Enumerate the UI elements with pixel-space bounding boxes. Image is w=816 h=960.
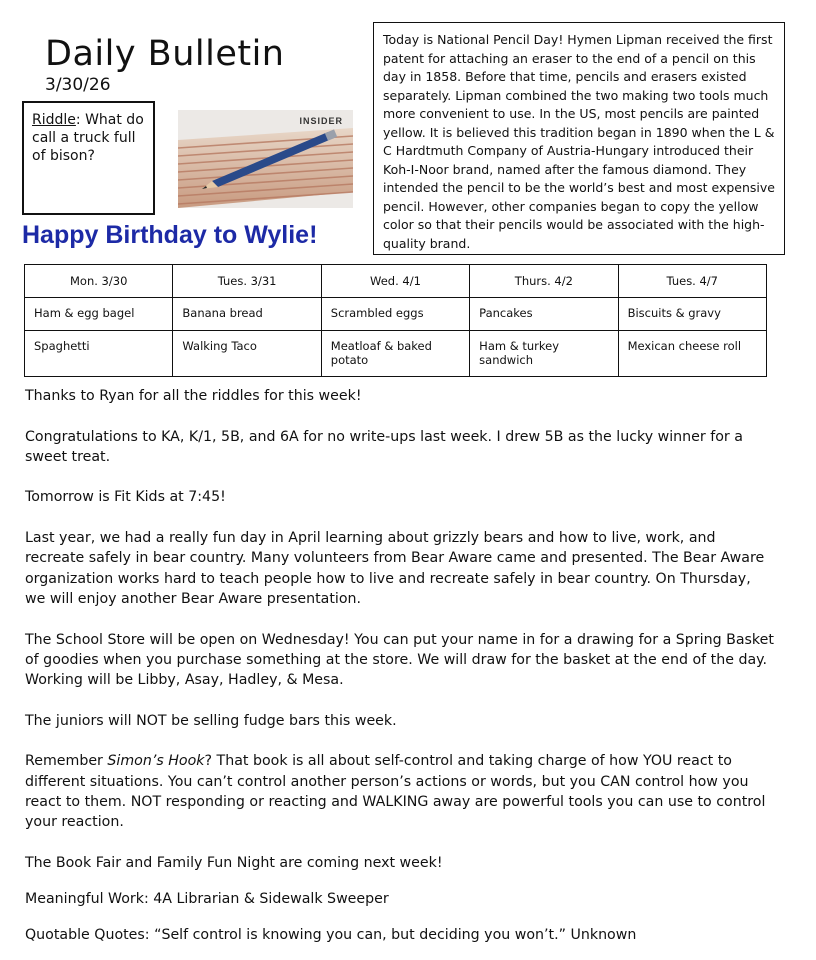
menu-cell: Meatloaf & baked potato [321,331,469,377]
announcement-fit-kids: Tomorrow is Fit Kids at 7:45! [25,489,226,506]
menu-cell: Mexican cheese roll [618,331,766,377]
menu-cell: Scrambled eggs [321,298,469,331]
riddle-box [22,101,155,215]
menu-day: Tues. 3/31 [173,265,321,298]
menu-cell: Spaghetti [25,331,173,377]
bulletin-date: 3/30/26 [45,75,111,95]
simon-intro: Remember [25,753,108,770]
menu-lunch-row [25,331,767,377]
riddle-text: : What do call a truck full of bison? [32,112,144,164]
menu-day: Thurs. 4/2 [470,265,618,298]
birthday-banner: Happy Birthday to Wylie! [22,221,318,249]
announcement-congrats: Congratulations to KA, K/1, 5B, and 6A for no write-ups last week. I drew 5B as the lucky winner for a sweet treat. [25,428,743,465]
simon-text: ? That book is all about self-control and taking charge of how YOU react to different situations. You can’t control another person’s actions or words, but you CAN control how you react to them. NOT responding or reacting and WALKING away are powerful tools you can use to control your reaction. [25,753,766,831]
menu-day: Mon. 3/30 [25,265,173,298]
announcement-simons-hook [25,751,775,832]
menu-breakfast-row [25,298,767,331]
menu-cell: Banana bread [173,298,321,331]
menu-cell: Walking Taco [173,331,321,377]
announcement-book-fair: The Book Fair and Family Fun Night are coming next week! [25,854,443,871]
menu-header-row [25,265,767,298]
photo-watermark: INSIDER [299,116,343,126]
announcement-bear-aware: Last year, we had a really fun day in April learning about grizzly bears and how to live, work, and recreate safely in bear country. Many volunteers from Bear Aware came and presented. The Bear Aware organization works hard to teach people how to live and recreate safely in bear country. On Thursday, we will enjoy another Bear Aware presentation. [25,530,765,607]
announcements [25,386,775,946]
pencil-day-feature: Today is National Pencil Day! Hymen Lipman received the first patent for attaching an eraser to the end of a pencil on this day in 1858. Before that time, pencils and erasers existed separately. Lipman combined the two making two tools much more convenient to use. In the US, most pencils are painted yellow. It is believed this tradition began in 1890 when the L & C Hardtmuth Company of Austria-Hungary introduced their Koh-I-Noor brand, named after the famous diamond. They intended the pencil to be the world’s best and most expensive pencil. However, other companies began to copy the yellow color so that their pencils would be associated with the high-quality brand. [373,22,785,255]
riddle-label: Riddle [32,112,76,128]
menu-cell: Pancakes [470,298,618,331]
pencil-photo [178,110,353,208]
announcement-fudge: The juniors will NOT be selling fudge bars this week. [25,712,397,729]
menu-cell: Biscuits & gravy [618,298,766,331]
menu-cell: Ham & egg bagel [25,298,173,331]
menu-day: Tues. 4/7 [618,265,766,298]
announcement-thanks: Thanks to Ryan for all the riddles for this week! [25,388,362,404]
menu-day: Wed. 4/1 [321,265,469,298]
menu-cell: Ham & turkey sandwich [470,331,618,377]
quotable-quote: Quotable Quotes: “Self control is knowing you can, but deciding you won’t.” Unknown [25,927,637,944]
book-title: Simon’s Hook [107,753,205,770]
lunch-menu-table [24,264,767,377]
announcement-school-store: The School Store will be open on Wednesday! You can put your name in for a drawing for a Spring Basket of goodies when you purchase something at the store. We will draw for the basket at the end of the day. Working will be Libby, Asay, Hadley, & Mesa. [25,631,774,689]
bulletin-title: Daily Bulletin [45,34,285,74]
meaningful-work: Meaningful Work: 4A Librarian & Sidewalk Sweeper [25,891,389,908]
